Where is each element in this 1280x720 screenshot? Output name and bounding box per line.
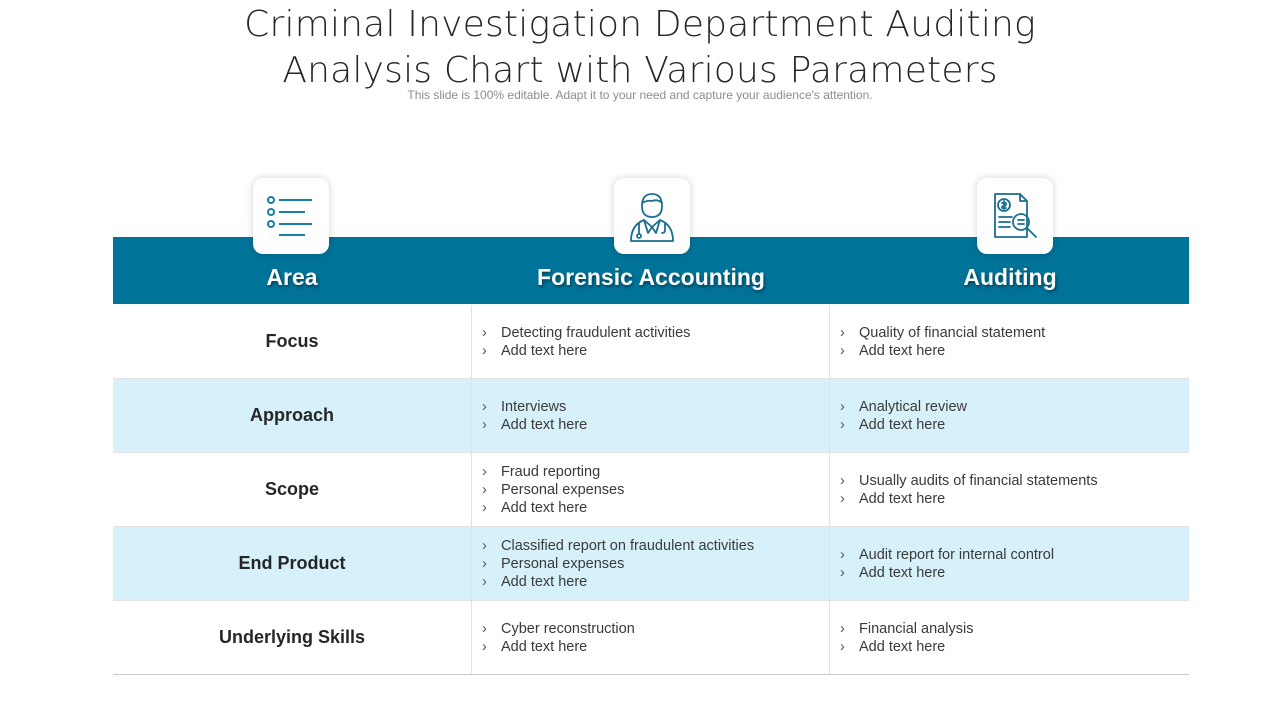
auditing-cell <box>830 305 1188 378</box>
auditing-cell <box>830 379 1188 452</box>
row-label: Focus <box>113 305 472 378</box>
row-label: End Product <box>113 527 472 600</box>
list-item: › Quality of financial statement <box>840 324 1046 341</box>
list-item: › Add text here <box>482 416 588 433</box>
doctor-icon <box>627 189 677 243</box>
list-item: › Detecting fraudulent activities <box>482 324 691 341</box>
row-label: Underlying Skills <box>113 601 472 674</box>
list-item: › Add text here <box>840 490 946 507</box>
forensic-cell <box>472 305 830 378</box>
list-item: › Add text here <box>840 342 946 359</box>
list-item: › Cyber reconstruction <box>482 620 635 637</box>
list-item: › Personal expenses <box>482 555 625 572</box>
auditing-cell <box>830 601 1188 674</box>
list-item: › Interviews <box>482 398 567 415</box>
list-item: › Audit report for internal control <box>840 546 1055 563</box>
row-label: Scope <box>113 453 472 526</box>
list-item: › Usually audits of financial statements <box>840 472 1098 489</box>
table-row-focus <box>113 305 1189 379</box>
auditing-cell <box>830 527 1188 600</box>
table-row-end-product <box>113 527 1189 601</box>
header-forensic-accounting: Forensic Accounting <box>537 264 765 290</box>
list-item: › Personal expenses <box>482 481 625 498</box>
page-subtitle: This slide is 100% editable. Adapt it to your need and capture your audience's attention. <box>407 88 873 102</box>
table-row-underlying-skills <box>113 601 1189 675</box>
list-item: › Analytical review <box>840 398 967 415</box>
forensic-cell <box>472 453 830 526</box>
list-icon <box>265 193 317 239</box>
list-item: › Classified report on fraudulent activities <box>482 537 755 554</box>
list-item: › Add text here <box>840 564 946 581</box>
auditing-icon-card <box>977 178 1053 254</box>
list-item: › Add text here <box>482 573 588 590</box>
forensic-icon-card <box>614 178 690 254</box>
title-line-2: Analysis Chart with Various Parameters <box>282 50 998 91</box>
list-item: › Add text here <box>840 416 946 433</box>
auditing-cell <box>830 453 1188 526</box>
title-line-1: Criminal Investigation Department Auditing <box>244 4 1036 45</box>
list-item: › Add text here <box>482 638 588 655</box>
forensic-cell <box>472 601 830 674</box>
table-row-scope <box>113 453 1189 527</box>
header-area: Area <box>266 264 318 290</box>
row-label: Approach <box>113 379 472 452</box>
page-title <box>0 2 1280 94</box>
list-item: › Add text here <box>482 499 588 516</box>
list-item: › Fraud reporting <box>482 463 601 480</box>
list-item: › Add text here <box>840 638 946 655</box>
area-icon-card <box>253 178 329 254</box>
forensic-cell <box>472 527 830 600</box>
forensic-cell <box>472 379 830 452</box>
list-item: › Add text here <box>482 342 588 359</box>
comparison-table <box>113 305 1189 675</box>
header-auditing: Auditing <box>963 264 1057 290</box>
document-magnifier-icon <box>990 191 1040 241</box>
table-row-approach <box>113 379 1189 453</box>
list-item: › Financial analysis <box>840 620 974 637</box>
